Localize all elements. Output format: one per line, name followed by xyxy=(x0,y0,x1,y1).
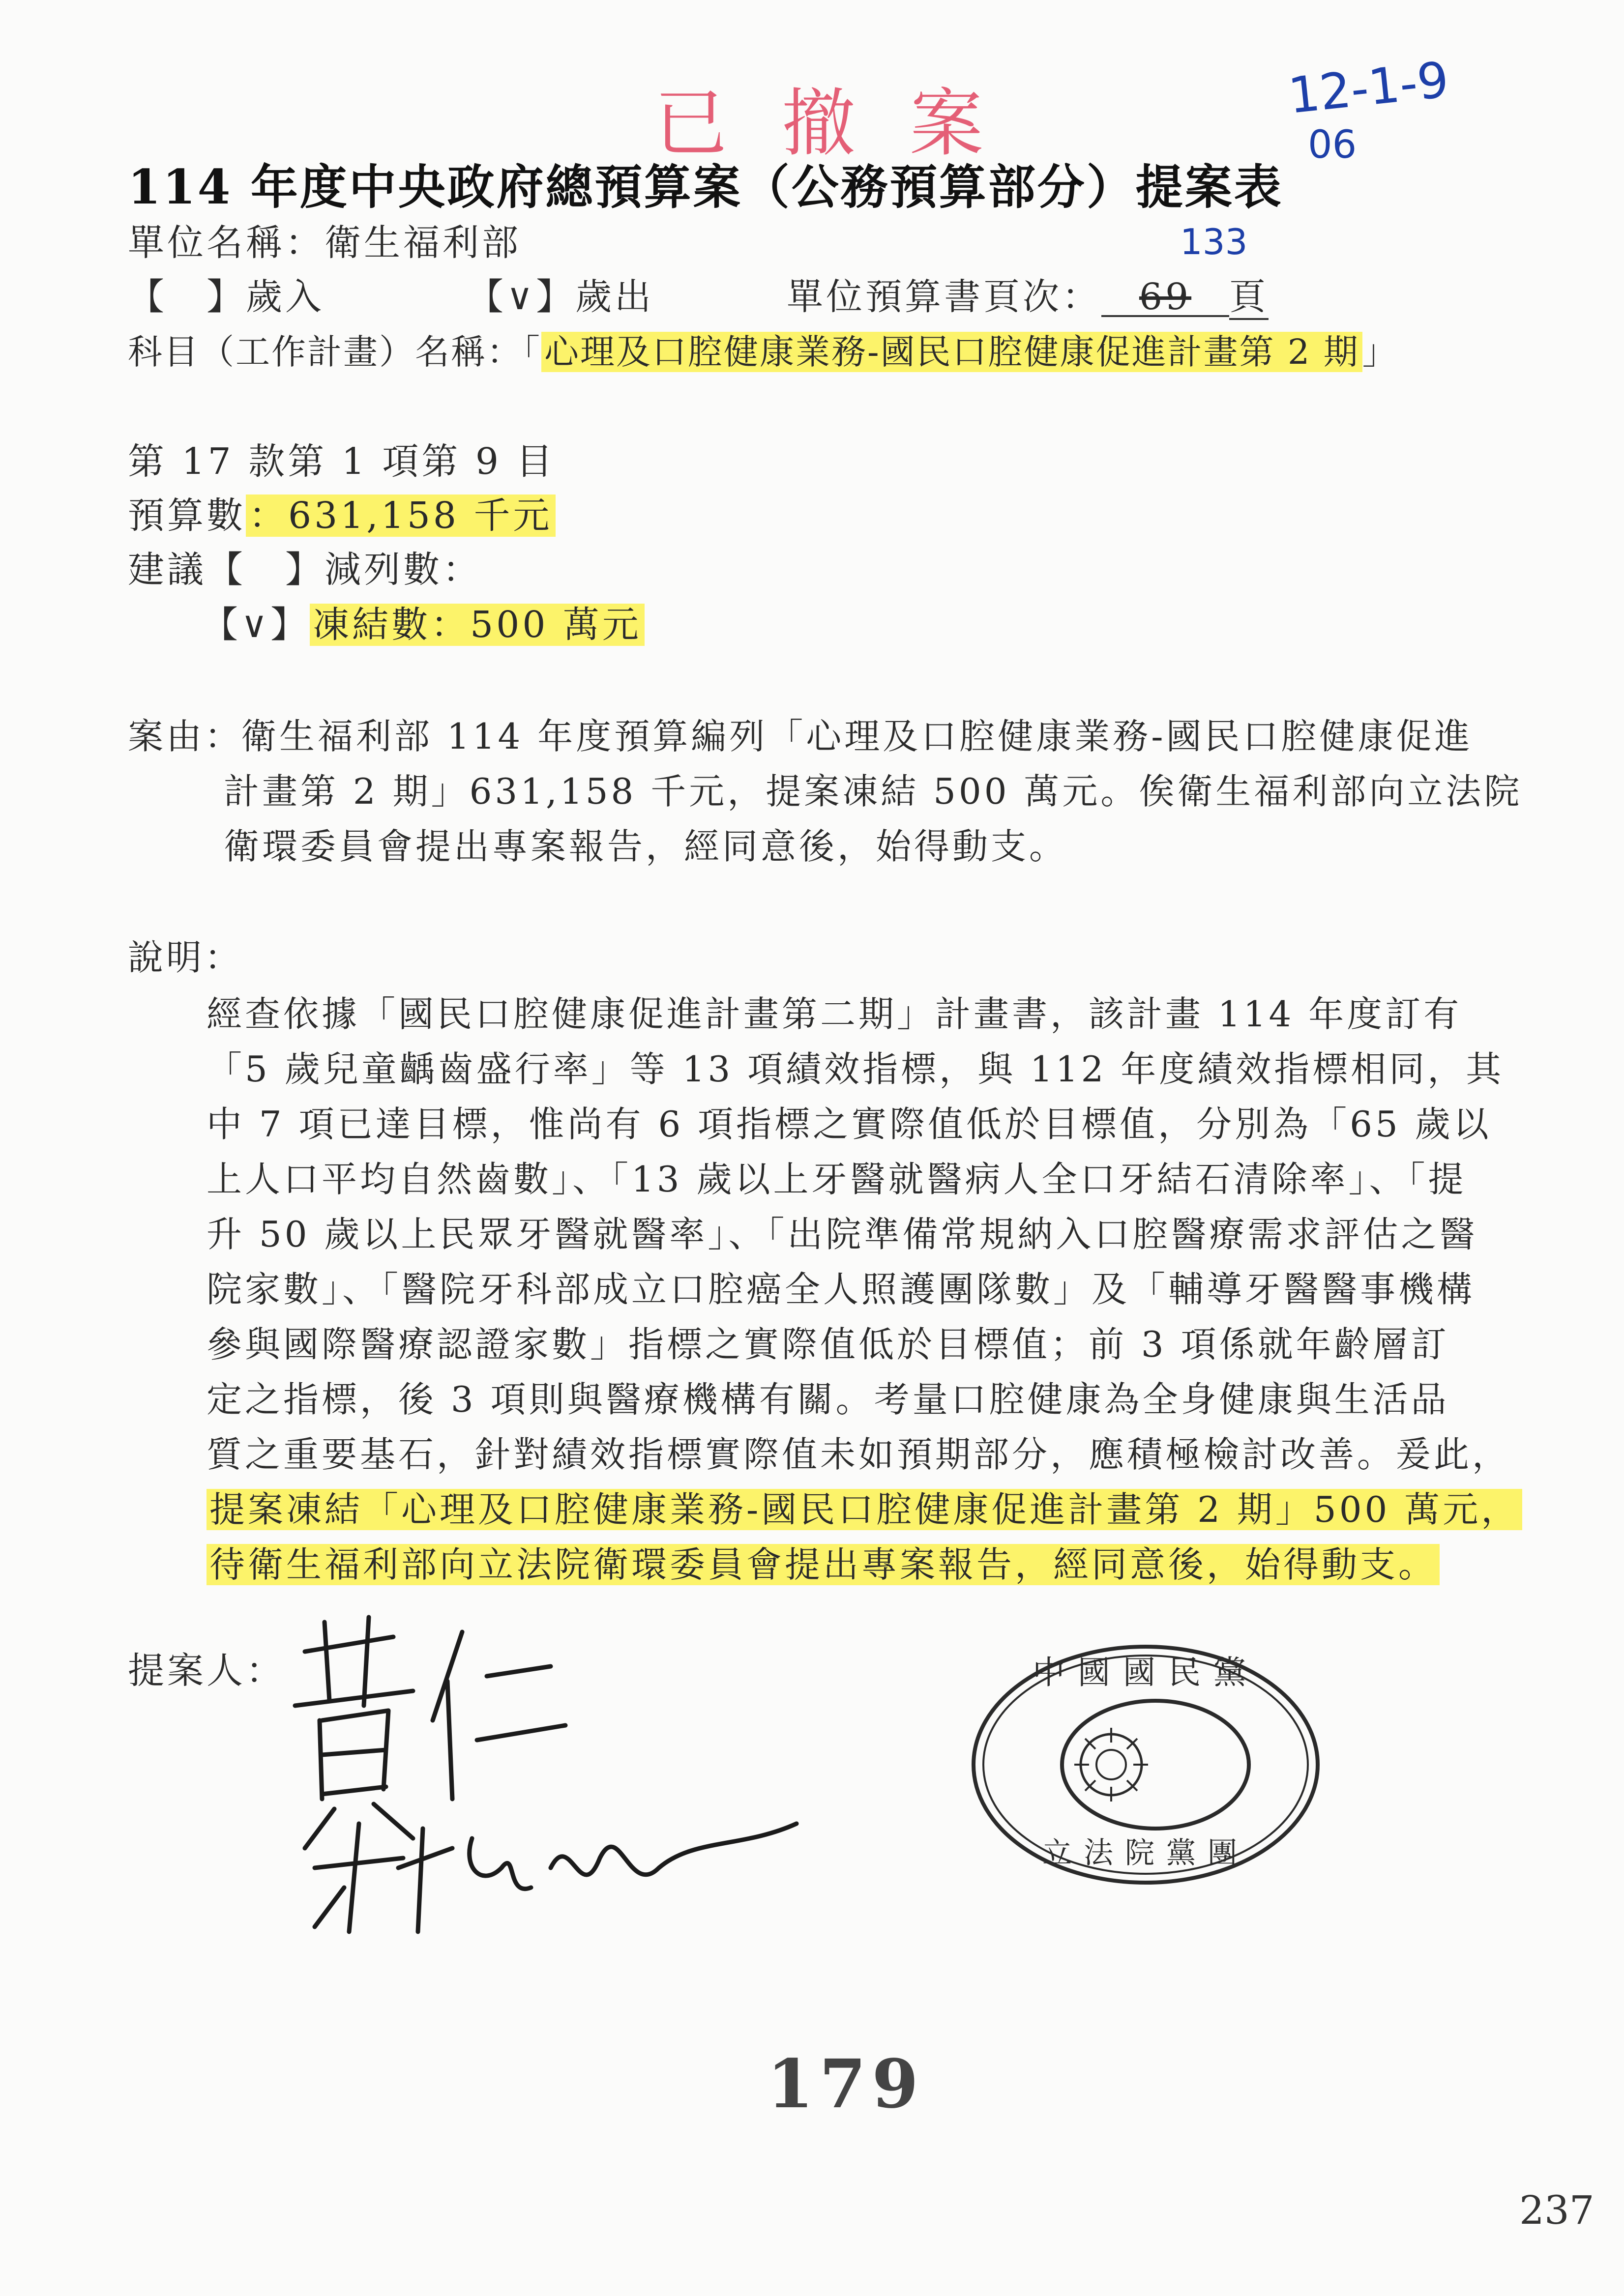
explanation-highlight-line xyxy=(207,1481,1522,1532)
highlight-text: 提案凍結「心理及口腔健康業務-國民口腔健康促進計畫第 2 期」500 萬元， xyxy=(207,1489,1522,1530)
revenue-option xyxy=(128,268,325,320)
suggestion-label: 建議 xyxy=(128,549,207,591)
reason-line: 衛環委員會提出專案報告，經同意後，始得動支。 xyxy=(224,826,1068,867)
subject-close-quote: 」 xyxy=(1362,332,1398,372)
unit-label: 單位名稱： xyxy=(128,222,325,264)
handwritten-page-correction: 133 xyxy=(1180,221,1248,262)
handwritten-date: 12-1-9 xyxy=(1285,51,1451,125)
item-reference: 第 17 款第 1 項第 9 目 xyxy=(128,440,556,483)
budget-amount-value: ：631,158 千元 xyxy=(246,494,556,537)
subject-line xyxy=(128,324,1398,374)
proposer-signatures xyxy=(275,1593,816,1937)
expenditure-label: 歲出 xyxy=(575,276,654,318)
explanation-line: 質之重要基石，針對績效指標實際值未如預期部分，應積極檢討改善。爰此， xyxy=(207,1434,1511,1475)
reduce-label: 減列數： xyxy=(325,549,482,591)
subject-label: 科目（工作計畫）名稱： xyxy=(128,332,523,372)
seal-bottom-text: 立法院黨團 xyxy=(1042,1836,1249,1870)
subject-value: 心理及口腔健康業務-國民口腔健康促進計畫第 2 期 xyxy=(541,332,1362,372)
explanation-line: 中 7 項已達目標，惟尚有 6 項指標之實際值低於目標值，分別為「65 歲以 xyxy=(207,1104,1492,1145)
budget-amount-line xyxy=(128,487,556,539)
page-number: 179 xyxy=(767,2045,924,2123)
explanation-label: 說明： xyxy=(128,937,243,978)
explanation-line: 院家數」、「醫院牙科部成立口腔癌全人照護團隊數」及「輔導牙醫醫事機構 xyxy=(207,1269,1476,1310)
explanation-line: 上人口平均自然齒數」、「13 歲以上牙醫就醫病人全口牙結石清除率」、「提 xyxy=(207,1159,1467,1200)
budget-page-line xyxy=(787,268,1269,320)
revenue-checkbox: 【 】 xyxy=(128,276,246,318)
reason-line: 衛生福利部 114 年度預算編列「心理及口腔健康業務-國民口腔健康促進 xyxy=(241,716,1473,757)
budget-page-label: 單位預算書頁次： xyxy=(787,276,1101,318)
explanation-line: 升 50 歲以上民眾牙醫就醫率」、「出院準備常規納入口腔醫療需求評估之醫 xyxy=(207,1214,1478,1255)
seal-top-text: 中國國民黨 xyxy=(1033,1654,1259,1691)
explanation-line: 經查依據「國民口腔健康促進計畫第二期」計畫書，該計畫 114 年度訂有 xyxy=(207,993,1462,1035)
budget-page-value: 69 xyxy=(1139,276,1192,318)
reason-line: 計畫第 2 期」631,158 千元，提案凍結 500 萬元。俟衛生福利部向立法院 xyxy=(224,771,1523,812)
explanation-line: 參與國際醫療認證家數」指標之實際值低於目標值；前 3 項係就年齡層訂 xyxy=(207,1324,1449,1365)
explanation-line: 定之指標，後 3 項則與醫療機構有關。考量口腔健康為全身健康與生活品 xyxy=(207,1379,1449,1420)
unit-value: 衛生福利部 xyxy=(325,222,521,264)
freeze-value: 凍結數：500 萬元 xyxy=(310,604,645,646)
reduce-checkbox: 【 】 xyxy=(207,549,325,591)
page-title: 114 年度中央政府總預算案（公務預算部分）提案表 xyxy=(128,159,1283,215)
reason-label: 案由： xyxy=(128,716,243,757)
expenditure-option xyxy=(467,268,654,320)
expenditure-checkbox: 【∨】 xyxy=(467,276,576,318)
budget-amount-label: 預算數 xyxy=(128,494,246,537)
revenue-label: 歲入 xyxy=(246,276,325,318)
withdrawn-stamp: 已撤案 xyxy=(654,81,1038,167)
unit-line xyxy=(128,214,521,266)
suggestion-freeze-line xyxy=(202,596,645,648)
proposer-label: 提案人： xyxy=(128,1650,285,1692)
freeze-checkbox: 【∨】 xyxy=(202,604,310,646)
suggestion-reduce-line xyxy=(128,541,482,593)
explanation-line: 「5 歲兒童齲齒盛行率」等 13 項績效指標，與 112 年度績效指標相同，其 xyxy=(207,1048,1505,1090)
party-caucus-seal xyxy=(959,1627,1332,1902)
handwritten-code: 06 xyxy=(1308,123,1357,167)
highlight-text: 待衛生福利部向立法院衛環委員會提出專案報告，經同意後，始得動支。 xyxy=(207,1544,1440,1585)
subject-open-quote: 「 xyxy=(523,332,541,372)
budget-page-unit: 頁 xyxy=(1229,276,1269,320)
explanation-highlight-line xyxy=(207,1536,1440,1587)
handwritten-corner-number: 237 xyxy=(1519,2187,1594,2233)
